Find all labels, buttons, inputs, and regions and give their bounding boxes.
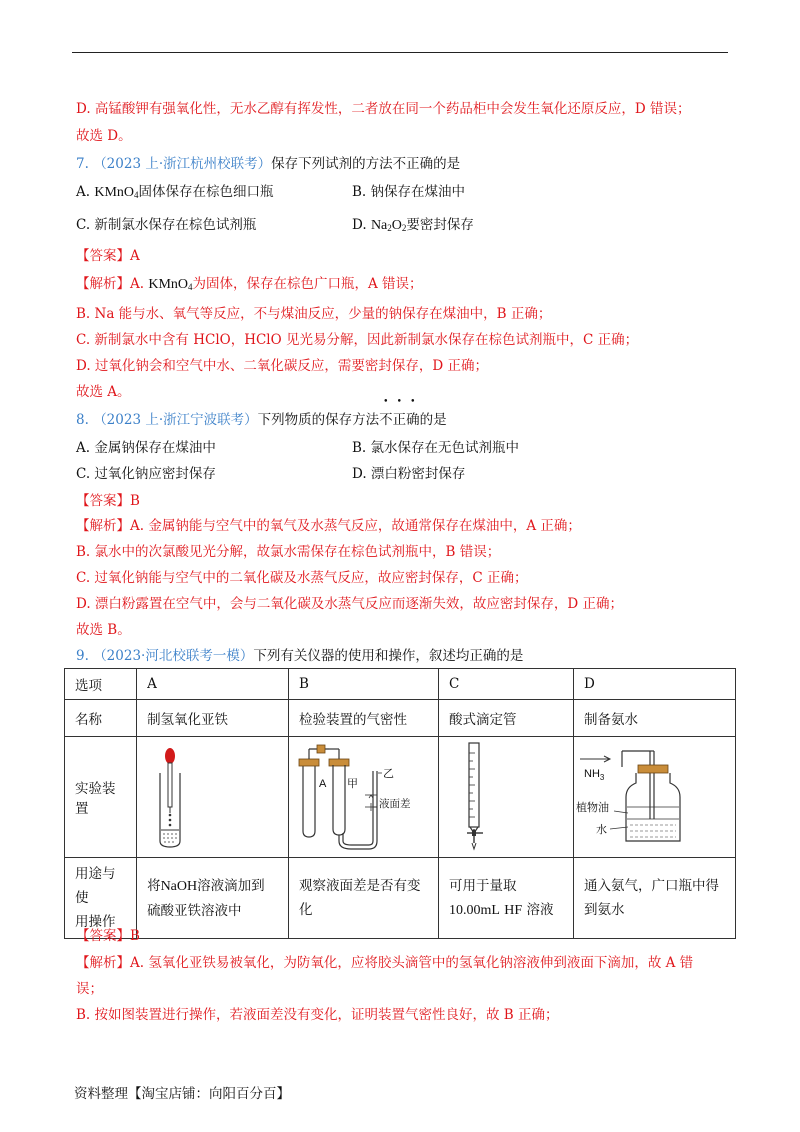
table-cell: D [574, 669, 736, 700]
q8-analysis-d: D. 漂白粉露置在空气中，会与二氧化碳及水蒸气反应而逐渐失效，故应密封保存，D 正确； [76, 596, 624, 612]
emphasis-char: 确 [406, 412, 420, 428]
q8-stem: 8. （2023 上·浙江宁波联考）下列物质的保存方法不正确的是 [76, 408, 447, 428]
table-cell: 可用于量取 10.00mL HF 溶液 [439, 858, 574, 939]
q9-analysis-a-cont: 误； [76, 981, 103, 997]
header-rule [72, 52, 728, 53]
q7-choose: 故选 A。 [76, 384, 131, 400]
table-cell: 检验装置的气密性 [289, 700, 439, 737]
label-vegetable-oil: 植物油 [576, 801, 609, 814]
q7-analysis-d: D. 过氧化钠会和空气中水、二氧化碳反应，需要密封保存，D 正确； [76, 358, 489, 374]
device-c-cell [439, 737, 574, 858]
q8-analysis-a: 【解析】A. 金属钠能与空气中的氧气及水蒸气反应，故通常保存在煤油中，A 正确； [76, 518, 581, 534]
q9-answer: 【答案】B [76, 928, 140, 944]
q9-stem: 9. （2023·河北校联考一模）下列有关仪器的使用和操作，叙述均正确的是 [76, 648, 524, 664]
q7-number: 7. [76, 156, 89, 172]
label-a: A [319, 778, 327, 790]
table-cell: 将NaOH溶液滴加到 硫酸亚铁溶液中 [137, 858, 289, 939]
q8-option-c: C. 过氧化钠应密封保存 [76, 466, 216, 482]
formula-kmno4: KMnO$_4$ [94, 185, 139, 200]
q9-source: （2023·河北校联考一模） [93, 648, 254, 664]
table-cell: 用途与使 用操作 [65, 858, 137, 939]
device-a-cell [137, 737, 289, 858]
label-nh3: $NH_3$ [584, 768, 605, 782]
q7-source: （2023 上·浙江杭州校联考） [93, 156, 272, 172]
test-tube-dropper-diagram [137, 737, 287, 853]
q8-answer: 【答案】B [76, 493, 140, 509]
formula-kmno4: KMnO$_4$ [148, 277, 193, 292]
q7-option-b: B. 钠保存在煤油中 [352, 184, 466, 200]
q8-analysis-c: C. 过氧化钠能与空气中的二氧化碳及水蒸气反应，故应密封保存，C 正确； [76, 570, 528, 586]
table-row [65, 858, 736, 939]
q9-number: 9. [76, 648, 89, 664]
table-cell: 观察液面差是否有变 化 [289, 858, 439, 939]
table-cell: C [439, 669, 574, 700]
table-cell: 酸式滴定管 [439, 700, 574, 737]
q9-analysis-b: B. 按如图装置进行操作，若液面差没有变化，证明装置气密性良好，故 B 正确； [76, 1007, 559, 1023]
table-cell: 实验装置 [65, 737, 137, 858]
q9-table [64, 668, 736, 939]
label-water: 水 [596, 823, 607, 836]
page-footer: 资料整理【淘宝店铺：向阳百分百】 [74, 1086, 290, 1102]
q8-analysis-b: B. 氯水中的次氯酸见光分解，故氯水需保存在棕色试剂瓶中，B 错误； [76, 544, 501, 560]
table-cell: 通入氨气，广口瓶中得 到氨水 [574, 858, 736, 939]
label-yi: 乙 [383, 767, 395, 780]
table-cell: A [137, 669, 289, 700]
formula-na2o2: $Na_2O_2$ [370, 218, 407, 233]
q8-option-d: D. 漂白粉密封保存 [352, 466, 466, 482]
table-cell: 制备氨水 [574, 700, 736, 737]
q7-stem [76, 152, 460, 172]
device-d-cell [574, 737, 736, 858]
ammonia-water-apparatus-diagram [574, 737, 734, 853]
q9-analysis-a: 【解析】A. 氢氧化亚铁易被氧化，为防氧化，应将胶头滴管中的氢氧化钠溶液伸到液面下滴加，故 A 错 [76, 955, 694, 971]
table-cell: B [289, 669, 439, 700]
q8-source: （2023 上·浙江宁波联考） [93, 412, 258, 428]
label-level-difference: 液面差 [379, 798, 411, 810]
device-b-cell [289, 737, 439, 858]
q7-analysis-c: C. 新制氯水中含有 HClO，HClO 见光易分解，因此新制氯水保存在棕色试剂瓶中，C 正确； [76, 332, 639, 348]
table-row [65, 700, 736, 737]
q8-choose: 故选 B。 [76, 622, 131, 638]
table-cell: 选项 [65, 669, 137, 700]
airtightness-apparatus-diagram [289, 737, 437, 853]
emphasis-char: 正 [392, 412, 407, 428]
q7-option-a: A. KMnO$_4$固体保存在棕色细口瓶 [76, 184, 274, 200]
q7-stem-text: 保存下列试剂的方法不正确的是 [271, 156, 461, 172]
q7-analysis-a: 【解析】A. KMnO$_4$为固体，保存在棕色广口瓶，A 错误； [76, 276, 423, 292]
q8-number: 8. [76, 412, 89, 428]
acid-burette-diagram [439, 737, 573, 853]
table-cell: 制氢氧化亚铁 [137, 700, 289, 737]
label-jia: 甲 [347, 777, 359, 790]
q7-option-c: C. 新制氯水保存在棕色试剂瓶 [76, 217, 257, 233]
emphasis-char: 不 [379, 412, 393, 428]
q7-option-d: D. $Na_2O_2$要密封保存 [352, 217, 474, 233]
table-cell: 名称 [65, 700, 137, 737]
prev-choose: 故选 D。 [76, 128, 132, 144]
q8-option-a: A. 金属钠保存在煤油中 [76, 440, 216, 456]
table-row [65, 737, 736, 858]
table-row [65, 669, 736, 700]
q7-answer: 【答案】A [76, 248, 140, 264]
prev-analysis-d: D. 高锰酸钾有强氧化性，无水乙醇有挥发性，二者放在同一个药品柜中会发生氧化还原反应，D 错误； [76, 101, 691, 117]
q8-option-b: B. 氯水保存在无色试剂瓶中 [352, 440, 520, 456]
q7-analysis-b: B. Na 能与水、氧气等反应，不与煤油反应，少量的钠保存在煤油中，B 正确； [76, 306, 552, 322]
